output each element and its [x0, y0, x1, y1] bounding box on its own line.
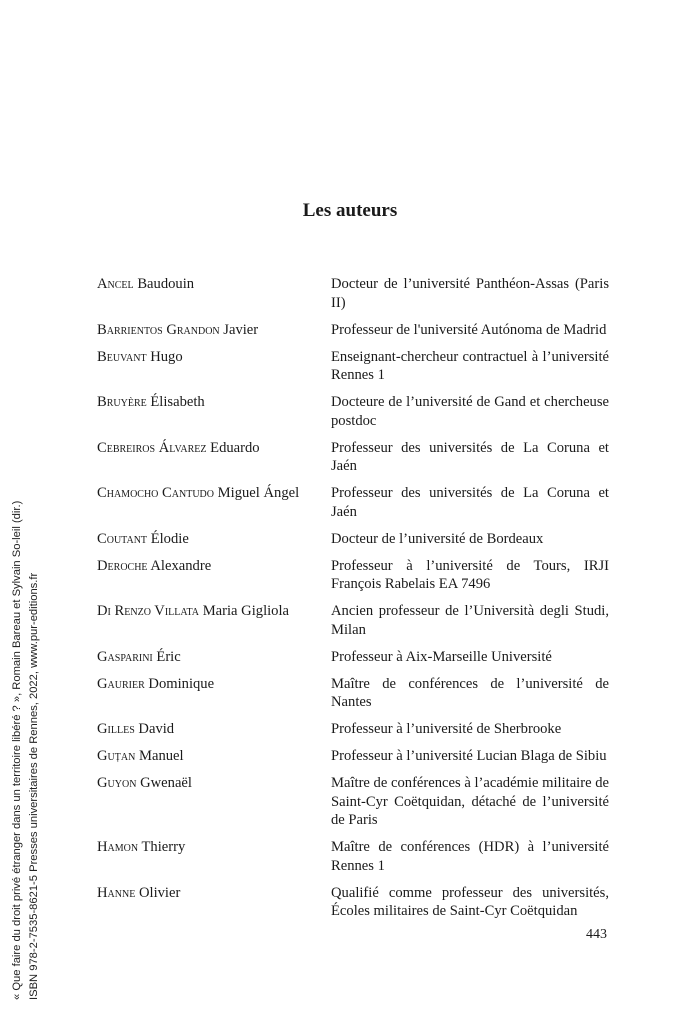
author-surname: Coutant — [97, 530, 148, 547]
author-name — [97, 720, 331, 739]
author-name — [97, 275, 331, 312]
side-citation — [9, 440, 43, 1000]
author-row — [97, 484, 609, 521]
author-affiliation: Maître de conférences (HDR) à l’université Rennes 1 — [331, 839, 609, 874]
author-given-name: Eduardo — [210, 439, 260, 456]
author-affiliation: Enseignant-chercheur contractuel à l’université Rennes 1 — [331, 348, 609, 383]
author-name — [97, 675, 331, 712]
author-name — [97, 884, 331, 921]
author-surname: Bruyère — [97, 394, 147, 410]
author-surname: Hanne — [97, 884, 136, 901]
author-row — [97, 747, 609, 766]
author-surname: Barrientos Grandon — [97, 321, 220, 338]
author-affiliation: Ancien professeur de l’Università degli Studi, Milan — [331, 603, 609, 638]
author-given-name: Maria Gigliola — [202, 603, 290, 619]
author-row — [97, 348, 609, 385]
author-given-name: Hugo — [150, 348, 183, 365]
author-given-name: Gwenaël — [140, 775, 192, 791]
author-row — [97, 393, 609, 430]
author-name — [97, 747, 331, 766]
author-row — [97, 838, 609, 875]
author-name — [97, 393, 331, 430]
author-name — [97, 439, 331, 476]
author-given-name: Olivier — [138, 884, 181, 901]
author-row — [97, 557, 609, 594]
author-affiliation: Docteur de l’université de Bordeaux — [331, 530, 544, 547]
author-row — [97, 774, 609, 830]
author-surname: Di Renzo Villata — [97, 603, 200, 619]
author-name — [97, 648, 331, 667]
author-given-name: Élodie — [150, 530, 189, 547]
author-surname: Beuvant — [97, 348, 147, 365]
author-surname: Gasparini — [97, 648, 153, 665]
author-surname: Ancel — [97, 276, 134, 292]
author-surname: Deroche — [97, 557, 148, 574]
author-name — [97, 557, 331, 594]
author-given-name: David — [138, 721, 175, 737]
author-name — [97, 530, 331, 549]
author-given-name: Manuel — [138, 748, 184, 764]
author-surname: Guyon — [97, 775, 137, 791]
author-affiliation: Professeur à l’université Lucian Blaga de Sibiu — [331, 748, 607, 764]
author-affiliation: Docteur de l’université Panthéon-Assas (Paris II) — [331, 276, 609, 311]
author-surname: Hamon — [97, 839, 139, 855]
author-surname: Gilles — [97, 721, 135, 737]
author-affiliation: Professeur à l’université de Sherbrooke — [331, 721, 562, 737]
author-affiliation: Docteure de l’université de Gand et chercheuse postdoc — [331, 394, 609, 429]
author-row — [97, 884, 609, 921]
page-title: Les auteurs — [302, 200, 398, 221]
side-citation-line-2: ISBN 978-2-7535-8621-5 Presses universitaires de Rennes, 2022, www.pur-editions.fr — [28, 572, 40, 1000]
author-row — [97, 602, 609, 639]
author-given-name: Javier — [223, 321, 259, 338]
author-surname: Guțan — [97, 748, 136, 764]
author-row — [97, 321, 609, 340]
author-affiliation: Professeur à Aix-Marseille Université — [331, 648, 552, 665]
author-affiliation: Qualifié comme professeur des universités, Écoles militaires de Saint-Cyr Coëtquidan — [331, 884, 609, 919]
side-citation-line-1: « Que faire du droit privé étranger dans un territoire libéré ? », Romain Bareau et Sylvain So-leil (dir.) — [11, 500, 23, 1000]
author-given-name: Alexandre — [150, 557, 212, 574]
author-row — [97, 439, 609, 476]
author-row — [97, 720, 609, 739]
author-affiliation: Maître de conférences à l’académie militaire de Saint-Cyr Coëtquidan, détaché de l’université de Paris — [331, 775, 609, 828]
author-name — [97, 602, 331, 639]
author-name — [97, 838, 331, 875]
author-affiliation: Professeur des universités de La Coruna et Jaén — [331, 485, 609, 520]
author-row — [97, 275, 609, 312]
author-given-name: Baudouin — [137, 276, 195, 292]
author-given-name: Élisabeth — [150, 394, 205, 410]
author-row — [97, 675, 609, 712]
author-affiliation: Professeur à l’université de Tours, IRJI François Rabelais EA 7496 — [331, 557, 609, 592]
author-given-name: Dominique — [148, 675, 215, 692]
author-given-name: Thierry — [141, 839, 186, 855]
author-affiliation: Professeur de l'université Autónoma de Madrid — [331, 321, 607, 338]
author-name — [97, 321, 331, 340]
author-surname: Cebreiros Álvarez — [97, 439, 207, 456]
author-name — [97, 774, 331, 830]
author-row — [97, 648, 609, 667]
page-number: 443 — [586, 927, 607, 942]
author-given-name: Éric — [156, 648, 181, 665]
author-row — [97, 530, 609, 549]
author-surname: Gaurier — [97, 675, 145, 692]
author-given-name: Miguel Ángel — [217, 485, 300, 501]
author-list — [97, 275, 609, 929]
author-surname: Chamocho Cantudo — [97, 485, 215, 501]
author-name — [97, 348, 331, 385]
author-name — [97, 484, 331, 521]
author-affiliation: Professeur des universités de La Coruna et Jaén — [331, 439, 609, 474]
author-affiliation: Maître de conférences de l’université de Nantes — [331, 675, 609, 710]
